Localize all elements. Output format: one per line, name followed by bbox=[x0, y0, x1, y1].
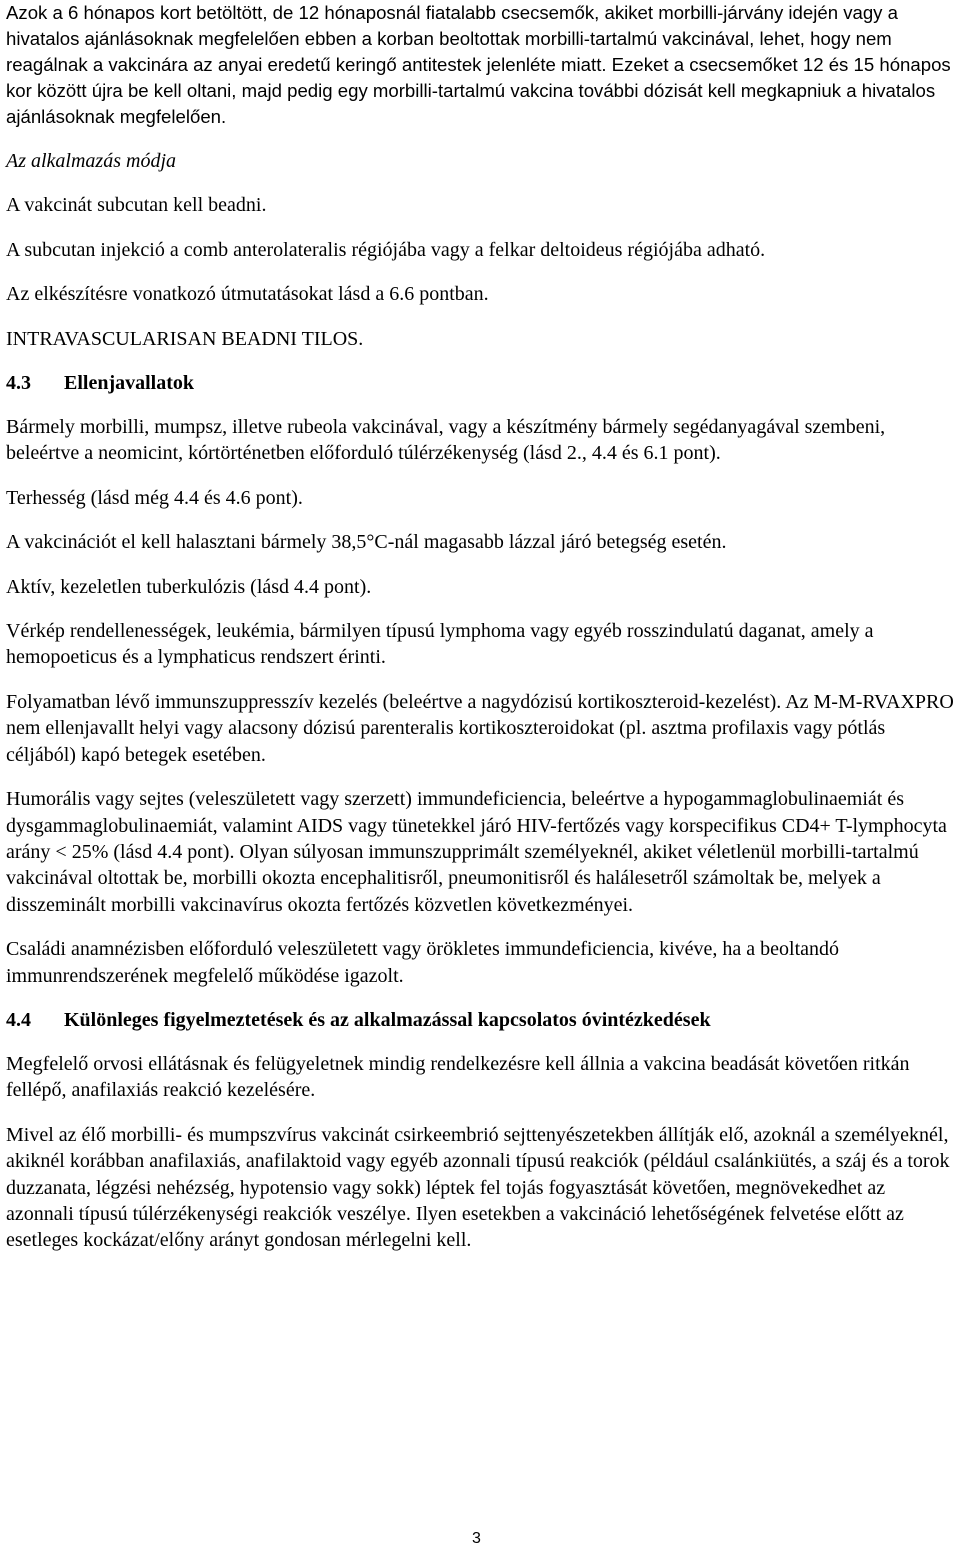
page-content bbox=[6, 0, 956, 1254]
paragraph-infant-revaccination: Azok a 6 hónapos kort betöltött, de 12 hónaposnál fiatalabb csecsemők, akiket morbilli-járvány idején vagy a hivatalos ajánlásoknak megfelelően ebben a korban beoltottak morbilli-tartalmú vakcinával, lehet, hogy nem reagálnak a vakcinára az anyai eredetű keringő antitestek jelenléte miatt. Ezeket a csecsemőket 12 és 15 hónapos kor között újra be kell oltani, majd pedig egy morbilli-tartalmú vakcina további dózisát kell megkapniuk a hivatalos ajánlásoknak megfelelően. bbox=[6, 2, 951, 127]
contraindication-pregnancy: Terhesség (lásd még 4.4 és 4.6 pont). bbox=[6, 486, 303, 509]
contraindication-hypersensitivity: Bármely morbilli, mumpsz, illetve rubeola vakcinával, vagy a készítmény bármely segédanyagával szembeni, beleértve a neomicint, kórtörténetben előforduló túlérzékenység (lásd 2., 4.4 és 6.1 pont). bbox=[6, 416, 886, 465]
paragraph-preparation-ref: Az elkészítésre vonatkozó útmutatásokat lásd a 6.6 pontban. bbox=[6, 283, 489, 306]
contraindication-tuberculosis: Aktív, kezeletlen tuberkulózis (lásd 4.4 pont). bbox=[6, 575, 372, 598]
section-number: 4.3 bbox=[6, 372, 31, 395]
paragraph-subcutan: A vakcinát subcutan kell beadni. bbox=[6, 194, 267, 217]
paragraph-intravascular-warning: INTRAVASCULARISAN BEADNI TILOS. bbox=[6, 327, 364, 350]
section-heading-4-4 bbox=[6, 1007, 956, 1033]
section-number: 4.4 bbox=[6, 1008, 31, 1031]
section-heading-administration: Az alkalmazás módja bbox=[6, 150, 176, 172]
warning-egg-allergy: Mivel az élő morbilli- és mumpszvírus vakcinát csirkeembrió sejttenyészetekben állítják elő, azoknál a személyeknél, akiknél korábban anafilaxiás, anafilaktoid vagy egyéb azonnali típusú reakciók (például csalánkiütés, a száj és a torok duzzanata, légzési nehézség, hypotensio vagy sokk) léptek fel tojás fogyasztását követően, megnövekedhet az azonnali típusú túlérzékenységi reakciók veszélye. Ilyen esetekben a vakcináció lehetőségének felvetése előtt az esetleges kockázat/előny arányt gondosan mérlegelni kell. bbox=[6, 1123, 950, 1252]
contraindication-immunosuppressive: Folyamatban lévő immunszuppresszív kezelés (beleértve a nagydózisú kortikoszteroid-kezelést). Az M-M-RVAXPRO nem ellenjavallt helyi vagy alacsony dózisú parenteralis kortikoszteroidokat (pl. asztma profilaxis vagy pótlás céljából) kapó betegek esetében. bbox=[6, 690, 954, 766]
section-title: Ellenjavallatok bbox=[64, 372, 195, 395]
paragraph-injection-site: A subcutan injekció a comb anterolateralis régiójába vagy a felkar deltoideus régiójába adható. bbox=[6, 238, 766, 261]
contraindication-family-history: Családi anamnézisben előforduló veleszületett vagy örökletes immundeficiencia, kivéve, ha a beoltandó immunrendszerének megfelelő működése igazolt. bbox=[6, 938, 840, 987]
contraindication-fever: A vakcinációt el kell halasztani bármely 38,5°C-nál magasabb lázzal járó betegség esetén. bbox=[6, 531, 727, 554]
warning-medical-supervision: Megfelelő orvosi ellátásnak és felügyeletnek mindig rendelkezésre kell állnia a vakcina beadását követően ritkán fellépő, anafilaxiás reakció kezelésére. bbox=[6, 1052, 910, 1102]
contraindication-blood-disorders: Vérkép rendellenességek, leukémia, bármilyen típusú lymphoma vagy egyéb rosszindulatú daganat, amely a hemopoeticus és a lymphaticus rendszert érinti. bbox=[6, 620, 874, 669]
section-title: Különleges figyelmeztetések és az alkalmazással kapcsolatos óvintézkedések bbox=[64, 1008, 711, 1031]
page-number: 3 bbox=[472, 1530, 481, 1547]
section-heading-4-3 bbox=[6, 370, 956, 396]
contraindication-immunodeficiency: Humorális vagy sejtes (veleszületett vagy szerzett) immundeficiencia, beleértve a hypogammaglobulinaemiát és dysgammaglobulinaemiát, valamint AIDS vagy tünetekkel járó HIV-fertőzés vagy korspecifikus CD4+ T-lymphocyta arány < 25% (lásd 4.4 pont). Olyan súlyosan immunszupprimált személyeknél, akiket véletlenül morbilli-tartalmú vakcinával oltottak be, morbilli okozta encephalitisről, pneumonitisről és halálesetről számoltak be, melyek a disszeminált morbilli vakcinavírus okozta fertőzés közvetlen következményei. bbox=[6, 788, 947, 916]
